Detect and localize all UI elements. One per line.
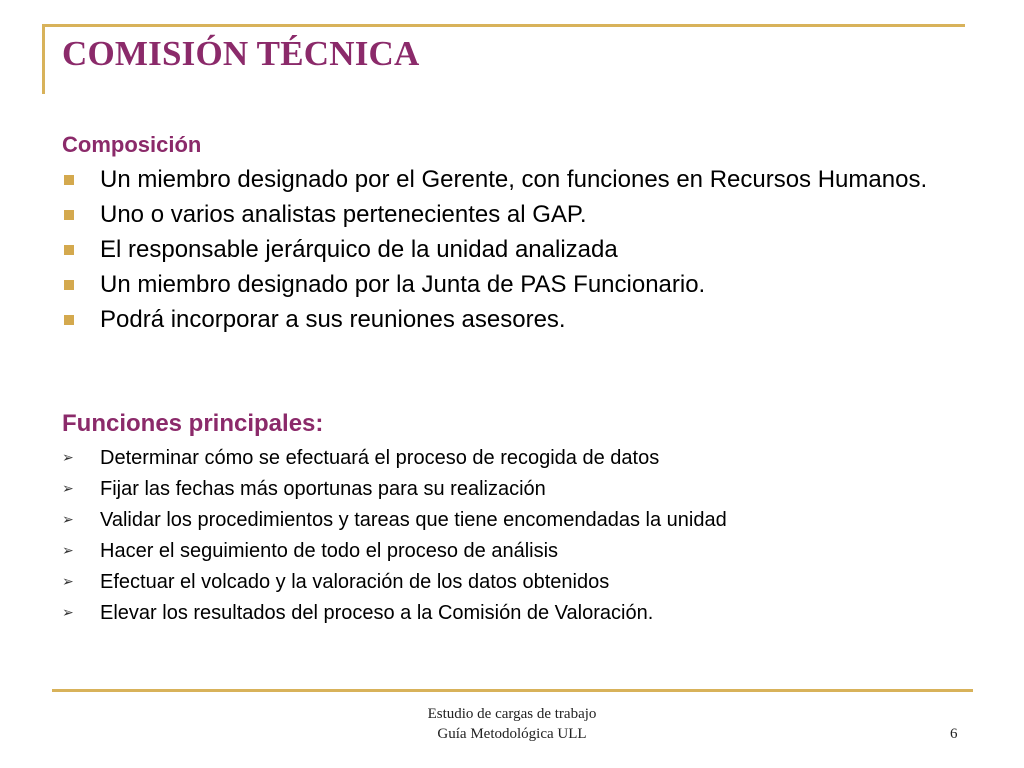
composicion-list	[62, 166, 932, 341]
list-item	[62, 271, 932, 298]
list-item-text: Fijar las fechas más oportunas para su realización	[100, 478, 546, 500]
funciones-heading: Funciones principales:	[62, 410, 324, 437]
square-bullet-icon	[64, 245, 74, 255]
list-item	[62, 306, 932, 333]
arrow-bullet-icon: ➢	[62, 605, 74, 621]
list-item	[62, 166, 932, 193]
list-item-text: Efectuar el volcado y la valoración de los datos obtenidos	[100, 571, 610, 593]
list-item	[62, 508, 932, 532]
slide-title: COMISIÓN TÉCNICA	[62, 34, 420, 73]
arrow-bullet-icon: ➢	[62, 574, 74, 590]
square-bullet-icon	[64, 210, 74, 220]
list-item-text: Podrá incorporar a sus reuniones asesores.	[100, 306, 566, 333]
list-item	[62, 570, 932, 594]
square-bullet-icon	[64, 315, 74, 325]
bottom-rule	[52, 689, 973, 692]
top-rule	[42, 24, 965, 27]
footer	[362, 704, 662, 744]
arrow-bullet-icon: ➢	[62, 450, 74, 466]
list-item-text: Un miembro designado por la Junta de PAS Funcionario.	[100, 271, 706, 298]
list-item-text: Determinar cómo se efectuará el proceso de recogida de datos	[100, 447, 660, 469]
list-item-text: Elevar los resultados del proceso a la Comisión de Valoración.	[100, 602, 654, 624]
list-item	[62, 201, 932, 228]
list-item	[62, 236, 932, 263]
square-bullet-icon	[64, 280, 74, 290]
arrow-bullet-icon: ➢	[62, 481, 74, 497]
arrow-bullet-icon: ➢	[62, 512, 74, 528]
list-item-text: Validar los procedimientos y tareas que tiene encomendadas la unidad	[100, 509, 727, 531]
list-item-text: El responsable jerárquico de la unidad analizada	[100, 236, 618, 263]
list-item	[62, 477, 932, 501]
composicion-heading: Composición	[62, 132, 202, 157]
funciones-list	[62, 446, 932, 632]
footer-line-1: Estudio de cargas de trabajo	[427, 706, 597, 722]
list-item-text: Un miembro designado por el Gerente, con funciones en Recursos Humanos.	[100, 166, 928, 193]
arrow-bullet-icon: ➢	[62, 543, 74, 559]
list-item	[62, 601, 932, 625]
square-bullet-icon	[64, 175, 74, 185]
page-number: 6	[950, 726, 958, 742]
list-item	[62, 446, 932, 470]
list-item	[62, 539, 932, 563]
footer-line-2: Guía Metodológica ULL	[437, 726, 587, 742]
list-item-text: Uno o varios analistas pertenecientes al GAP.	[100, 201, 587, 228]
list-item-text: Hacer el seguimiento de todo el proceso de análisis	[100, 540, 559, 562]
top-rule-vertical	[42, 24, 45, 94]
